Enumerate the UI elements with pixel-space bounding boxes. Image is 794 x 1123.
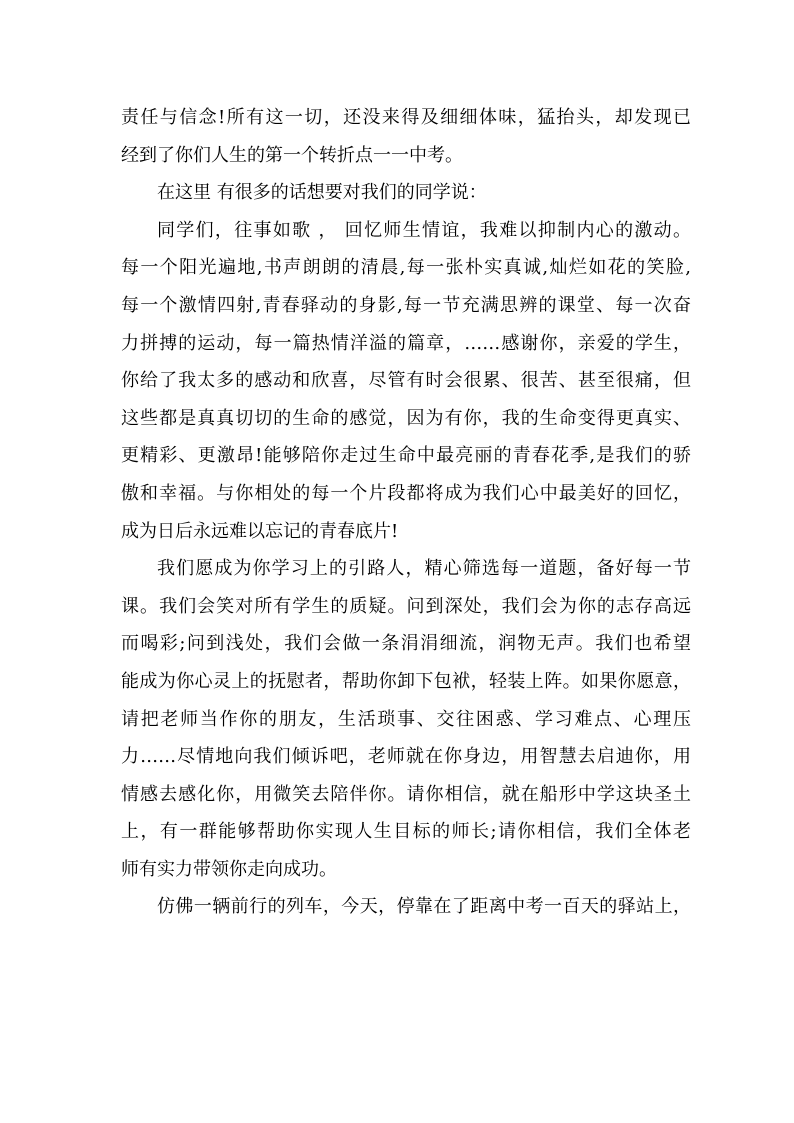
text-line: 这些都是真真切切的生命的感觉，因为有你，我的生命变得更真实、: [121, 407, 691, 429]
text-line: 每一个阳光遍地,书声朗朗的清晨,每一张朴实真诚,灿烂如花的笑脸,: [121, 257, 691, 279]
text-line: 同学们，往事如歌 ， 回忆师生情谊，我难以抑制内心的激动。: [157, 219, 691, 241]
text-line: 上，有一群能够帮助你实现人生目标的师长;请你相信，我们全体老: [121, 821, 691, 843]
text-line: 仿佛一辆前行的列车，今天，停靠在了距离中考一百天的驿站上，: [157, 896, 691, 918]
text-line: 力拼搏的运动，每一篇热情洋溢的篇章，……感谢你，亲爱的学生，: [121, 332, 691, 354]
text-line: 成为日后永远难以忘记的青春底片!: [121, 520, 399, 542]
body-text: [121, 99, 691, 926]
text-line: 力……尽情地向我们倾诉吧，老师就在你身边，用智慧去启迪你，用: [121, 746, 691, 768]
text-line: 请把老师当作你的朋友，生活琐事、交往困惑、学习难点、心理压: [121, 708, 691, 730]
text-line: 情感去感化你，用微笑去陪伴你。请你相信，就在船形中学这块圣土: [121, 783, 691, 805]
text-line: 师有实力带领你走向成功。: [121, 858, 337, 880]
text-line: 经到了你们人生的第一个转折点一一中考。: [121, 144, 463, 166]
text-line: 傲和幸福。与你相处的每一个片段都将成为我们心中最美好的回忆，: [121, 482, 691, 504]
text-line: 能成为你心灵上的抚慰者，帮助你卸下包袱，轻装上阵。如果你愿意，: [121, 670, 691, 692]
text-line: 更精彩、更激昂!能够陪你走过生命中最亮丽的青春花季,是我们的骄: [121, 445, 691, 467]
text-line: 在这里 有很多的话想要对我们的同学说：: [157, 182, 487, 204]
text-line: 而喝彩;问到浅处，我们会做一条涓涓细流，润物无声。我们也希望: [121, 633, 691, 655]
text-line: 责任与信念!所有这一切，还没来得及细细体味，猛抬头，却发现已: [121, 107, 691, 128]
text-line: 你给了我太多的感动和欣喜，尽管有时会很累、很苦、甚至很痛，但: [121, 370, 691, 392]
text-line: 每一个激情四射,青春驿动的身影,每一节充满思辨的课堂、每一次奋: [121, 294, 691, 316]
text-line: 我们愿成为你学习上的引路人，精心筛选每一道题，备好每一节: [157, 558, 691, 580]
text-line: 课。我们会笑对所有学生的质疑。问到深处，我们会为你的志存高远: [121, 595, 691, 617]
